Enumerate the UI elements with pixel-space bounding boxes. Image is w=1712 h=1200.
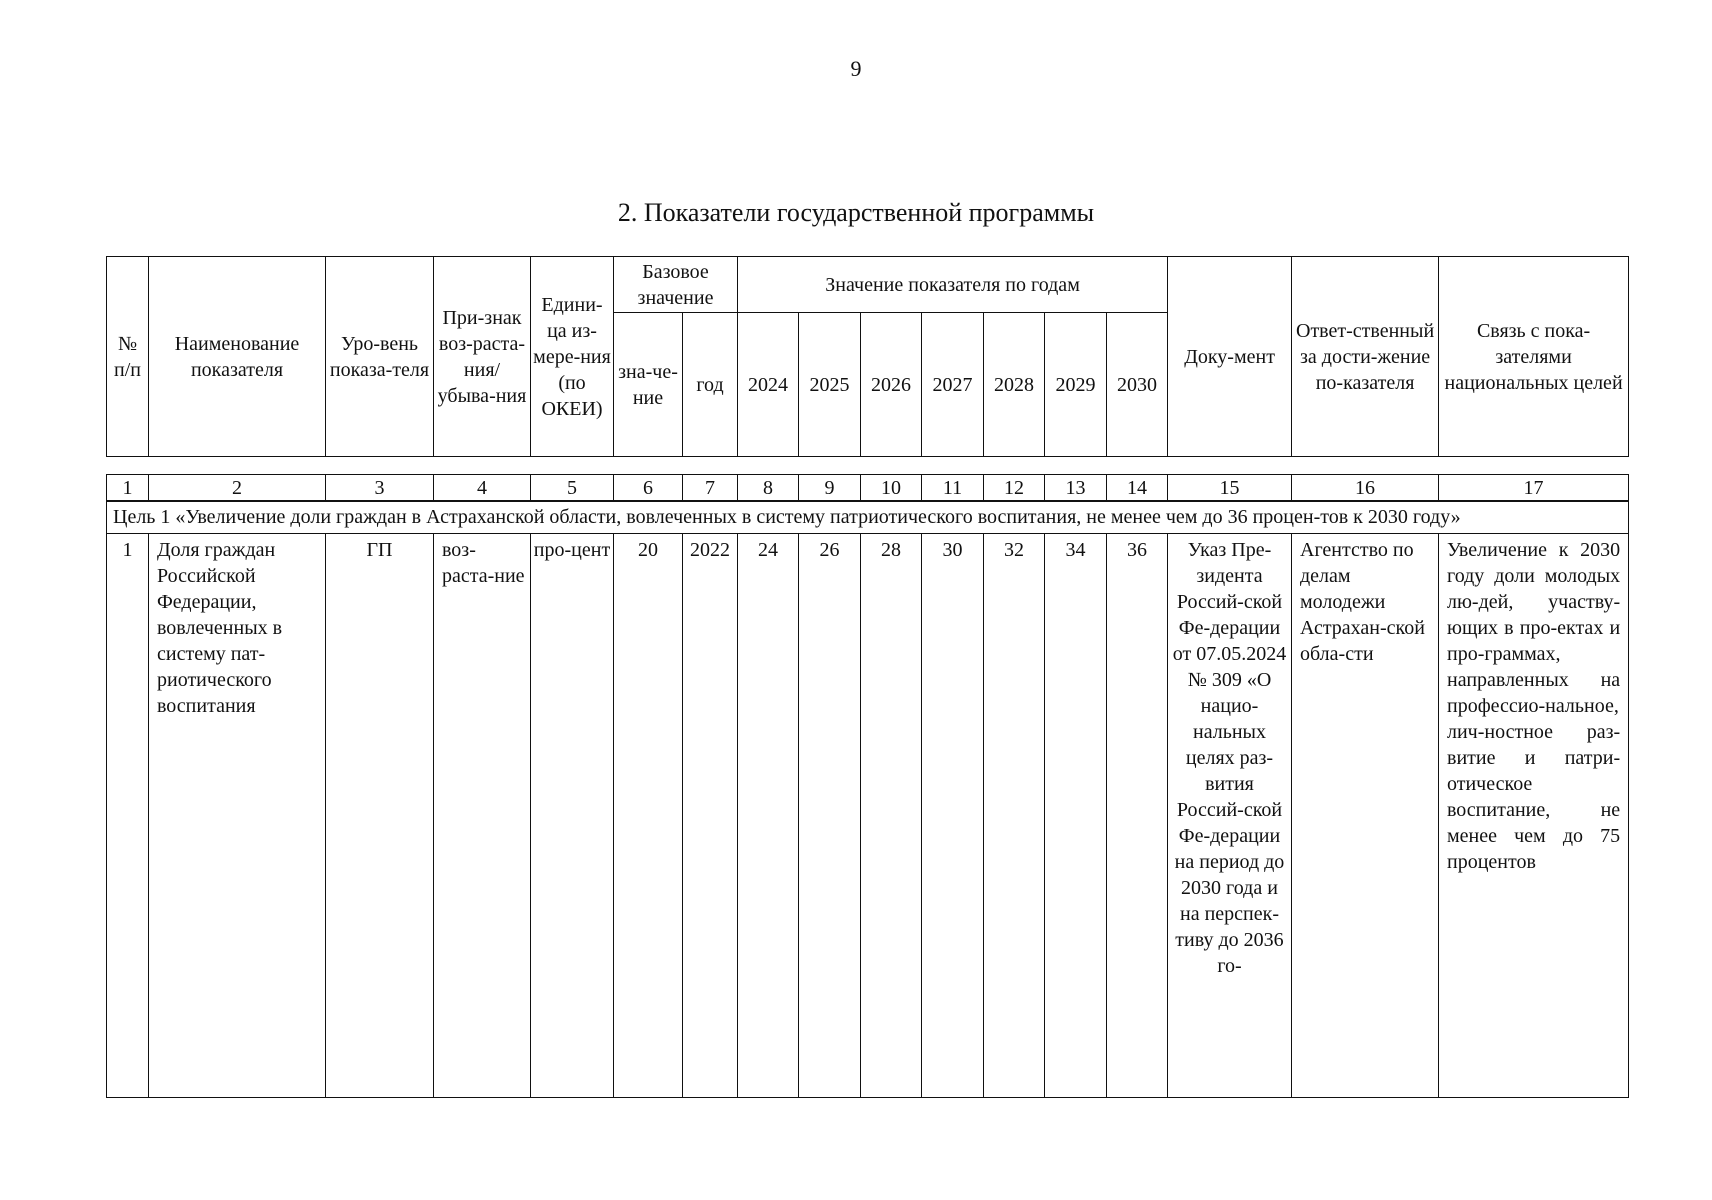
- row-value-2028: 32: [984, 534, 1045, 1098]
- row-indicator-level: ГП: [326, 534, 434, 1098]
- column-number: 1: [107, 475, 149, 502]
- column-number: 10: [861, 475, 922, 502]
- row-value-2025: 26: [799, 534, 861, 1098]
- header-year: 2025: [799, 313, 861, 457]
- row-indicator-name: Доля граждан Российской Федерации, вовлеченных в систему пат-риотического воспитания: [149, 534, 326, 1098]
- header-year: 2024: [738, 313, 799, 457]
- indicators-table-header: [106, 256, 1629, 457]
- column-number: 2: [149, 475, 326, 502]
- column-number: 11: [922, 475, 984, 502]
- row-trend-sign: воз-раста-ние: [434, 534, 531, 1098]
- header-trend-sign: При-знак воз-раста-ния/ убыва-ния: [434, 257, 531, 457]
- column-number: 16: [1292, 475, 1439, 502]
- header-years-group: Значение показателя по годам: [738, 257, 1168, 313]
- header-base-group: Базовое значение: [614, 257, 738, 313]
- row-base-value: 20: [614, 534, 683, 1098]
- header-number: № п/п: [107, 257, 149, 457]
- column-number: 12: [984, 475, 1045, 502]
- row-document: Указ Пре-зидента Россий-ской Фе-дерации от 07.05.2024 № 309 «О нацио-нальных целях раз-вития Россий-ской Фе-дерации на период до 2030 года и на перспек-тиву до 2036 го-: [1168, 534, 1292, 1098]
- header-year: 2030: [1107, 313, 1168, 457]
- indicators-table-body: [106, 500, 1629, 1098]
- header-document: Доку-мент: [1168, 257, 1292, 457]
- column-number: 5: [531, 475, 614, 502]
- column-number: 4: [434, 475, 531, 502]
- header-base-value: зна-че-ние: [614, 313, 683, 457]
- header-year: 2027: [922, 313, 984, 457]
- row-value-2026: 28: [861, 534, 922, 1098]
- row-number: 1: [107, 534, 149, 1098]
- row-value-2024: 24: [738, 534, 799, 1098]
- column-number: 9: [799, 475, 861, 502]
- column-number: 17: [1439, 475, 1629, 502]
- column-number: 7: [683, 475, 738, 502]
- header-responsible: Ответ-ственный за дости-жение по-казателя: [1292, 257, 1439, 457]
- header-year: 2028: [984, 313, 1045, 457]
- page-number: 9: [850, 56, 862, 81]
- row-value-2030: 36: [1107, 534, 1168, 1098]
- header-year: 2029: [1045, 313, 1107, 457]
- column-number: 6: [614, 475, 683, 502]
- column-number: 13: [1045, 475, 1107, 502]
- header-year: 2026: [861, 313, 922, 457]
- header-unit: Едини-ца из-мере-ния (по ОКЕИ): [531, 257, 614, 457]
- row-value-2029: 34: [1045, 534, 1107, 1098]
- column-number: 3: [326, 475, 434, 502]
- row-unit: про-цент: [531, 534, 614, 1098]
- table-row: [107, 534, 1629, 1098]
- column-number: 15: [1168, 475, 1292, 502]
- section-title: 2. Показатели государственной программы: [617, 198, 1095, 227]
- column-number: 8: [738, 475, 799, 502]
- column-numbers-row: [106, 474, 1629, 502]
- header-base-year: год: [683, 313, 738, 457]
- header-indicator-name: Наименование показателя: [149, 257, 326, 457]
- row-national-goals-link: Увеличение к 2030 году доли молодых лю-дей, участву-ющих в про-ектах и про-граммах, направленных на профессио-нальное, лич-ностное раз-витие и патри-отическое воспитание, не менее чем до 75 процентов: [1439, 534, 1629, 1098]
- header-national-goals-link: Связь с пока-зателями национальных целей: [1439, 257, 1629, 457]
- row-responsible: Агентство по делам молодежи Астрахан-ской обла-сти: [1292, 534, 1439, 1098]
- row-base-year: 2022: [683, 534, 738, 1098]
- header-indicator-level: Уро-вень показа-теля: [326, 257, 434, 457]
- column-number: 14: [1107, 475, 1168, 502]
- goal-row: Цель 1 «Увеличение доли граждан в Астраханской области, вовлеченных в систему патриотического воспитания, не менее чем до 36 процен-тов к 2030 году»: [107, 501, 1629, 534]
- row-value-2027: 30: [922, 534, 984, 1098]
